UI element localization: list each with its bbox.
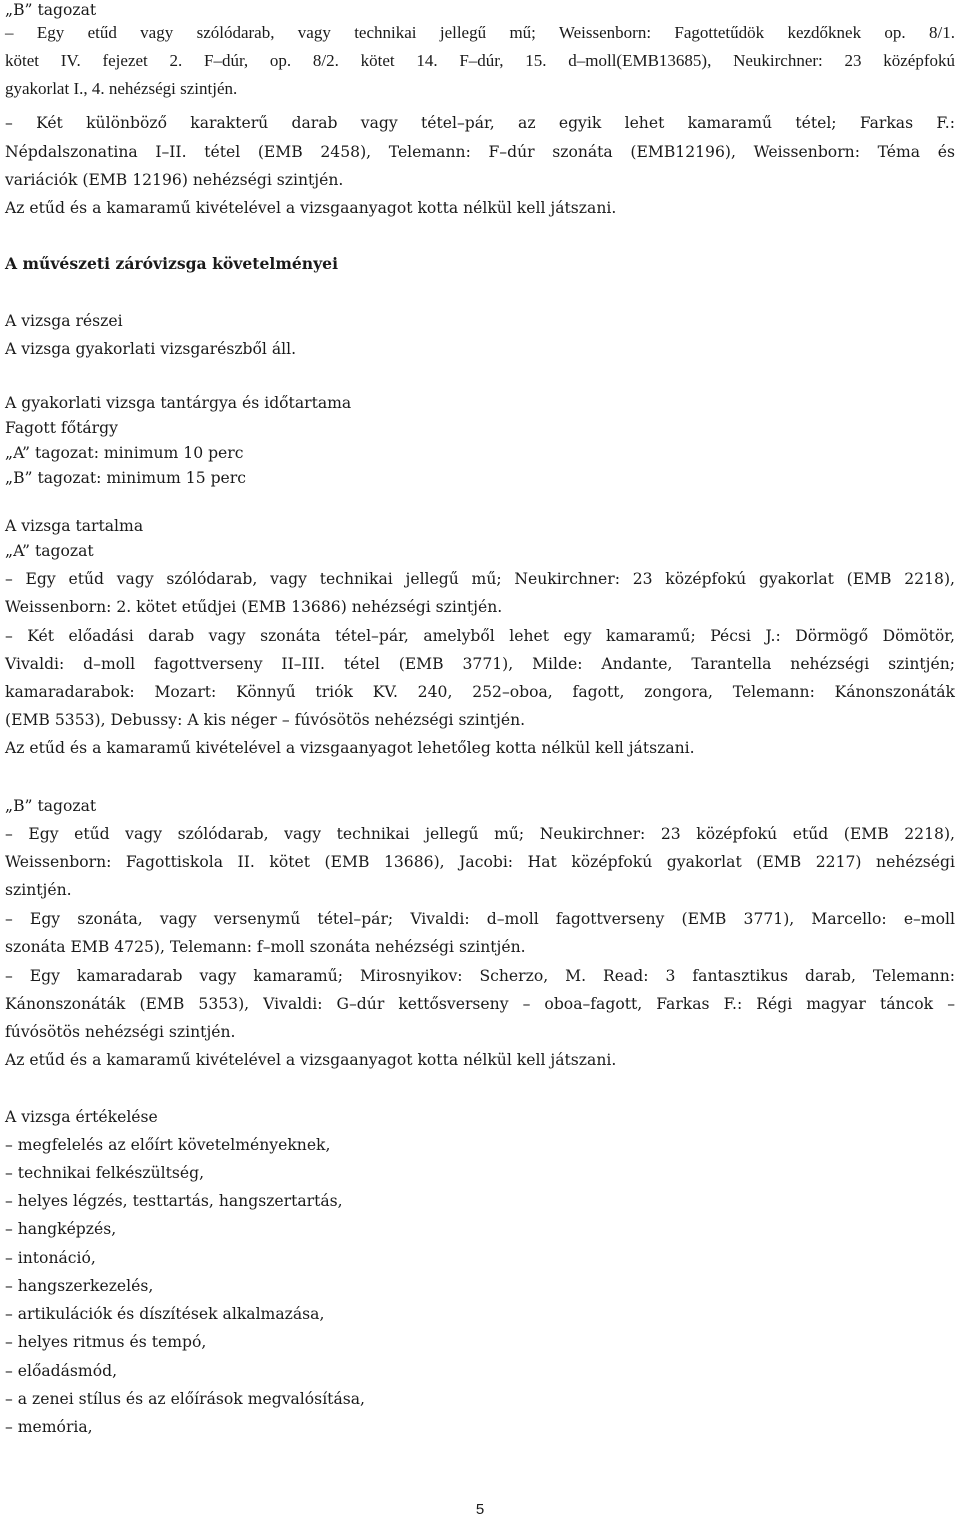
list-item: – előadásmód, xyxy=(5,1362,118,1380)
body-text-line: Kánonszonáták (EMB 5353), Vivaldi: G–dúr kettősverseny – oboa–fagott, Farkas F.: Régi magyar táncok – xyxy=(5,995,955,1013)
body-text-line: – Két előadási darab vagy szonáta tétel–pár, amelyből lehet egy kamaramű; Pécsi J.: Dörmögő Dömötör, xyxy=(5,627,955,645)
list-item: – intonáció, xyxy=(5,1249,96,1267)
body-text-line: – Egy szonáta, vagy versenymű tétel–pár; Vivaldi: d–moll fagottverseny (EMB 3771), Marcello: e–moll xyxy=(5,910,955,928)
body-text-line: (EMB 5353), Debussy: A kis néger – fúvósötös nehézségi szintjén. xyxy=(5,711,526,729)
body-text-line: szonáta EMB 4725), Telemann: f–moll szonáta nehézségi szintjén. xyxy=(5,938,526,956)
subsection-heading: A gyakorlati vizsga tantárgya és időtartama xyxy=(5,394,352,412)
list-item: – hangszerkezelés, xyxy=(5,1277,154,1295)
section-title: A művészeti záróvizsga követelményei xyxy=(5,254,338,273)
body-text-line: Az etűd és a kamaramű kivételével a vizsgaanyagot lehetőleg kotta nélkül kell játszani. xyxy=(5,739,695,757)
list-item: – hangképzés, xyxy=(5,1220,117,1238)
list-item: – helyes légzés, testtartás, hangszertartás, xyxy=(5,1192,343,1210)
body-text-line: Weissenborn: 2. kötet etűdjei (EMB 13686) nehézségi szintjén. xyxy=(5,598,503,616)
body-text-line: Vivaldi: d–moll fagottverseny II–III. tétel (EMB 3771), Milde: Andante, Tarantella nehézségi szintjén; xyxy=(5,655,955,673)
subsection-heading: „B” tagozat xyxy=(5,797,97,815)
body-text-line: gyakorlat I., 4. nehézségi szintjén. xyxy=(5,79,238,98)
body-text-line: kamaradarabok: Mozart: Könnyű triók KV. 240, 252–oboa, fagott, zongora, Telemann: Kánonszonáták xyxy=(5,683,955,701)
body-text-line: – Egy etűd vagy szólódarab, vagy technikai jellegű mű; Weissenborn: Fagottetűdök kezdőknek op. 8/1. xyxy=(5,23,955,42)
body-text-line: – Két különböző karakterű darab vagy tétel–pár, az egyik lehet kamaramű tétel; Farkas F.: xyxy=(5,114,955,132)
list-item: – technikai felkészültség, xyxy=(5,1164,205,1182)
subsection-heading: „A” tagozat xyxy=(5,542,94,560)
body-text-line: variációk (EMB 12196) nehézségi szintjén. xyxy=(5,171,344,189)
body-text-line: – Egy etűd vagy szólódarab, vagy technikai jellegű mű; Neukirchner: 23 középfokú etűd (EMB 2218), xyxy=(5,825,955,843)
subsection-heading: A vizsga értékelése xyxy=(5,1108,158,1126)
body-text-line: „A” tagozat: minimum 10 perc xyxy=(5,444,244,462)
list-item: – megfelelés az előírt követelményeknek, xyxy=(5,1136,331,1154)
list-item: – memória, xyxy=(5,1418,93,1436)
body-text-line: „B” tagozat: minimum 15 perc xyxy=(5,469,246,487)
list-item: – helyes ritmus és tempó, xyxy=(5,1333,207,1351)
body-text-line: Az etűd és a kamaramű kivételével a vizsgaanyagot kotta nélkül kell játszani. xyxy=(5,1051,617,1069)
body-text-line: – Egy kamaradarab vagy kamaramű; Mirosnyikov: Scherzo, M. Read: 3 fantasztikus darab, Telemann: xyxy=(5,967,955,985)
body-text-line: Weissenborn: Fagottiskola II. kötet (EMB 13686), Jacobi: Hat középfokú gyakorlat (EMB 2217) nehézségi xyxy=(5,853,955,871)
body-text-line: szintjén. xyxy=(5,881,72,899)
list-item: – artikulációk és díszítések alkalmazása, xyxy=(5,1305,325,1323)
page-number: 5 xyxy=(475,1501,485,1518)
section-heading-b-tagozat: „B” tagozat xyxy=(5,1,97,19)
body-text-line: Fagott főtárgy xyxy=(5,419,118,437)
body-text-line: Az etűd és a kamaramű kivételével a vizsgaanyagot kotta nélkül kell játszani. xyxy=(5,199,617,217)
subsection-heading: A vizsga részei xyxy=(5,312,123,330)
body-text-line: – Egy etűd vagy szólódarab, vagy technikai jellegű mű; Neukirchner: 23 középfokú gyakorlat (EMB 2218), xyxy=(5,570,955,588)
body-text-line: fúvósötös nehézségi szintjén. xyxy=(5,1023,236,1041)
body-text-line: A vizsga gyakorlati vizsgarészből áll. xyxy=(5,340,297,358)
list-item: – a zenei stílus és az előírások megvalósítása, xyxy=(5,1390,365,1408)
subsection-heading: A vizsga tartalma xyxy=(5,517,144,535)
body-text-line: kötet IV. fejezet 2. F–dúr, op. 8/2. kötet 14. F–dúr, 15. d–moll(EMB13685), Neukirchner: 23 középfokú xyxy=(5,51,955,70)
body-text-line: Népdalszonatina I–II. tétel (EMB 2458), Telemann: F–dúr szonáta (EMB12196), Weissenborn: Téma és xyxy=(5,143,955,161)
